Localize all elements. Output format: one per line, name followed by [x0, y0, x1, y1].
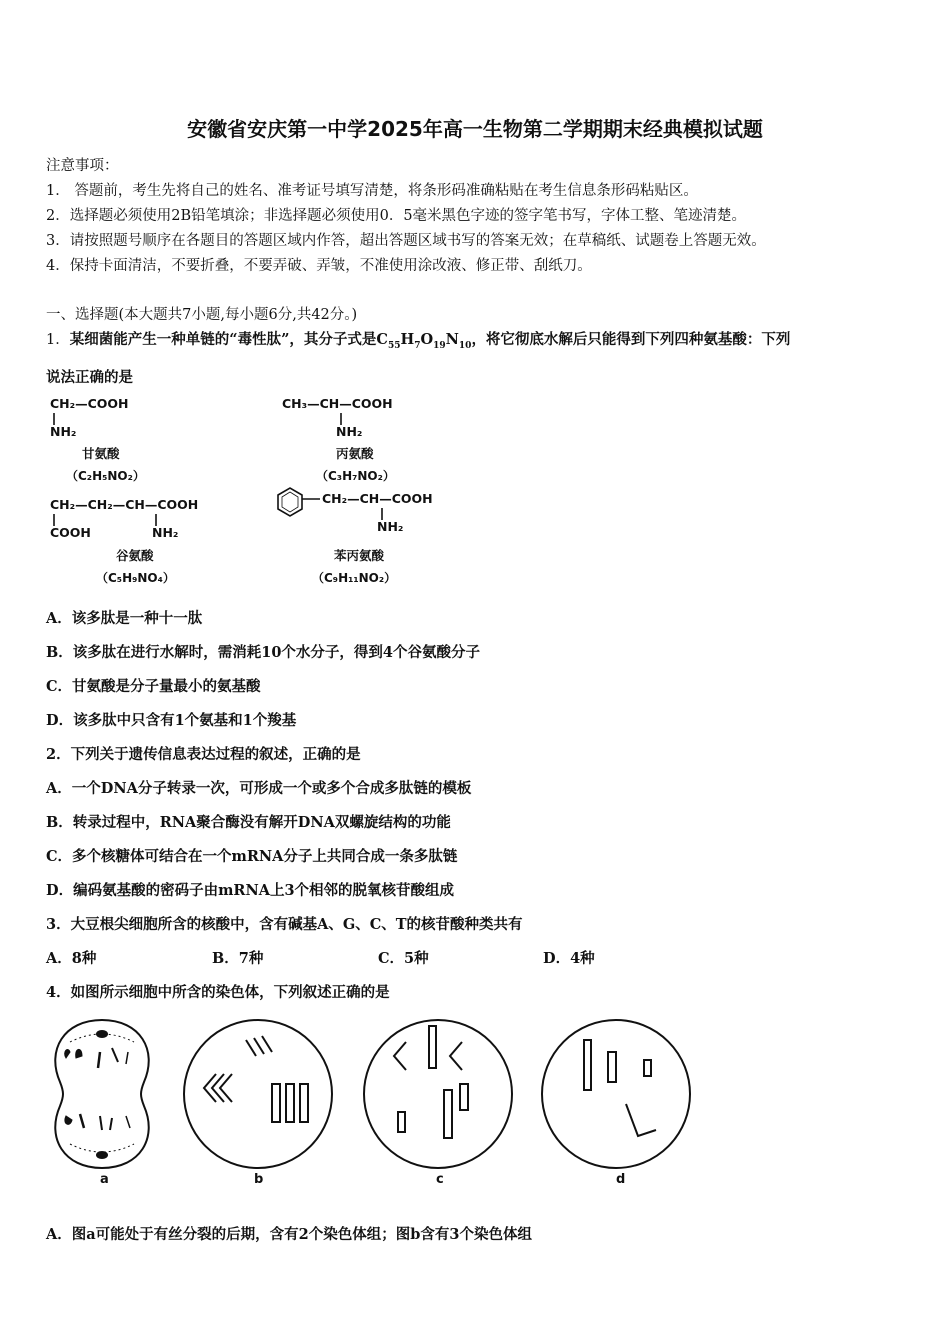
amino-acid-structures-figure	[44, 392, 484, 588]
glu-line2a: COOH	[50, 525, 91, 540]
phe-line2: NH₂	[377, 519, 404, 534]
phe-name: 苯丙氨酸	[334, 548, 385, 563]
q3-option-a: A．8种	[46, 950, 97, 967]
q1-stem	[46, 328, 790, 351]
q2-option-a: A．一个DNA分子转录一次，可形成一个或多个合成多肽链的模板	[46, 780, 472, 797]
ala-line2: NH₂	[336, 424, 363, 439]
q3-option-d: D．4种	[543, 950, 595, 967]
glu-line1: CH₂—CH₂—CH—COOH	[50, 497, 199, 512]
q1-option-c: C．甘氨酸是分子量最小的氨基酸	[46, 678, 261, 695]
glu-line2b: NH₂	[152, 525, 179, 540]
notice-item-2: 2．选择题必须使用2B铅笔填涂；非选择题必须使用0．5毫米黑色字迹的签字笔书写，字体工整、笔迹清楚。	[46, 208, 747, 224]
gly-line1: CH₂—COOH	[50, 396, 129, 411]
q1-option-a: A．该多肽是一种十一肽	[46, 610, 203, 627]
cell-d	[542, 1020, 690, 1168]
notice-heading: 注意事项：	[46, 158, 119, 174]
q3-stem: 3．大豆根尖细胞所含的核酸中，含有碱基A、G、C、T的核苷酸种类共有	[46, 916, 523, 933]
page-title: 安徽省安庆第一中学2025年高一生物第二学期期末经典模拟试题	[187, 117, 763, 141]
gly-name: 甘氨酸	[82, 446, 120, 461]
q4-stem: 4．如图所示细胞中所含的染色体，下列叙述正确的是	[46, 984, 390, 1001]
q1-option-b: B．该多肽在进行水解时，需消耗10个水分子，得到4个谷氨酸分子	[46, 644, 481, 661]
q1-formula: $C_{55}H_7O_{19}N_{10}$	[376, 331, 472, 351]
section-heading: 一、选择题(本大题共7小题,每小题6分,共42分。)	[46, 307, 358, 323]
q1-stem-b: ，将它彻底水解后只能得到下列四种氨基酸：下列	[471, 331, 791, 348]
ala-name: 丙氨酸	[336, 446, 374, 461]
cell-d-label: d	[616, 1172, 626, 1187]
q2-stem: 2．下列关于遗传信息表达过程的叙述，正确的是	[46, 746, 361, 763]
cell-b	[184, 1020, 332, 1168]
phe-formula: （C₉H₁₁NO₂）	[312, 571, 397, 585]
q2-option-c: C．多个核糖体可结合在一个mRNA分子上共同合成一条多肽链	[46, 848, 458, 865]
glu-formula: （C₅H₉NO₄）	[96, 571, 175, 585]
q4-option-a: A．图a可能处于有丝分裂的后期，含有2个染色体组；图b含有3个染色体组	[46, 1226, 532, 1243]
q1-number: 1．	[46, 332, 70, 348]
q3-option-c: C．5种	[378, 950, 429, 967]
cell-b-label: b	[254, 1172, 264, 1187]
ala-formula: （C₃H₇NO₂）	[316, 469, 395, 483]
q2-option-d: D．编码氨基酸的密码子由mRNA上3个相邻的脱氧核苷酸组成	[46, 882, 455, 899]
chromosome-cells-figure	[40, 1012, 720, 1192]
glu-name: 谷氨酸	[116, 548, 154, 563]
notice-item-4: 4．保持卡面清洁，不要折叠，不要弄破、弄皱，不准使用涂改液、修正带、刮纸刀。	[46, 258, 592, 274]
gly-line2: NH₂	[50, 424, 77, 439]
cell-a	[55, 1020, 148, 1168]
cell-c-label: c	[436, 1172, 444, 1187]
q1-stem-a: 某细菌能产生一种单链的“毒性肽”，其分子式是	[69, 331, 377, 348]
phe-line1: CH₂—CH—COOH	[322, 491, 433, 506]
cell-a-label: a	[100, 1172, 109, 1187]
notice-item-3: 3．请按照题号顺序在各题目的答题区域内作答，超出答题区域书写的答案无效；在草稿纸、试题卷上答题无效。	[46, 233, 766, 249]
ala-line1: CH₃—CH—COOH	[282, 396, 393, 411]
gly-formula: （C₂H₅NO₂）	[66, 469, 145, 483]
q3-option-b: B．7种	[212, 950, 264, 967]
cell-c	[364, 1020, 512, 1168]
q2-option-b: B．转录过程中，RNA聚合酶没有解开DNA双螺旋结构的功能	[46, 814, 451, 831]
q1-stem-c: 说法正确的是	[46, 369, 133, 386]
q1-option-d: D．该多肽中只含有1个氨基和1个羧基	[46, 712, 297, 729]
notice-item-1: 1． 答题前，考生先将自己的姓名、准考证号填写清楚，将条形码准确粘贴在考生信息条形码粘贴区。	[46, 183, 698, 199]
